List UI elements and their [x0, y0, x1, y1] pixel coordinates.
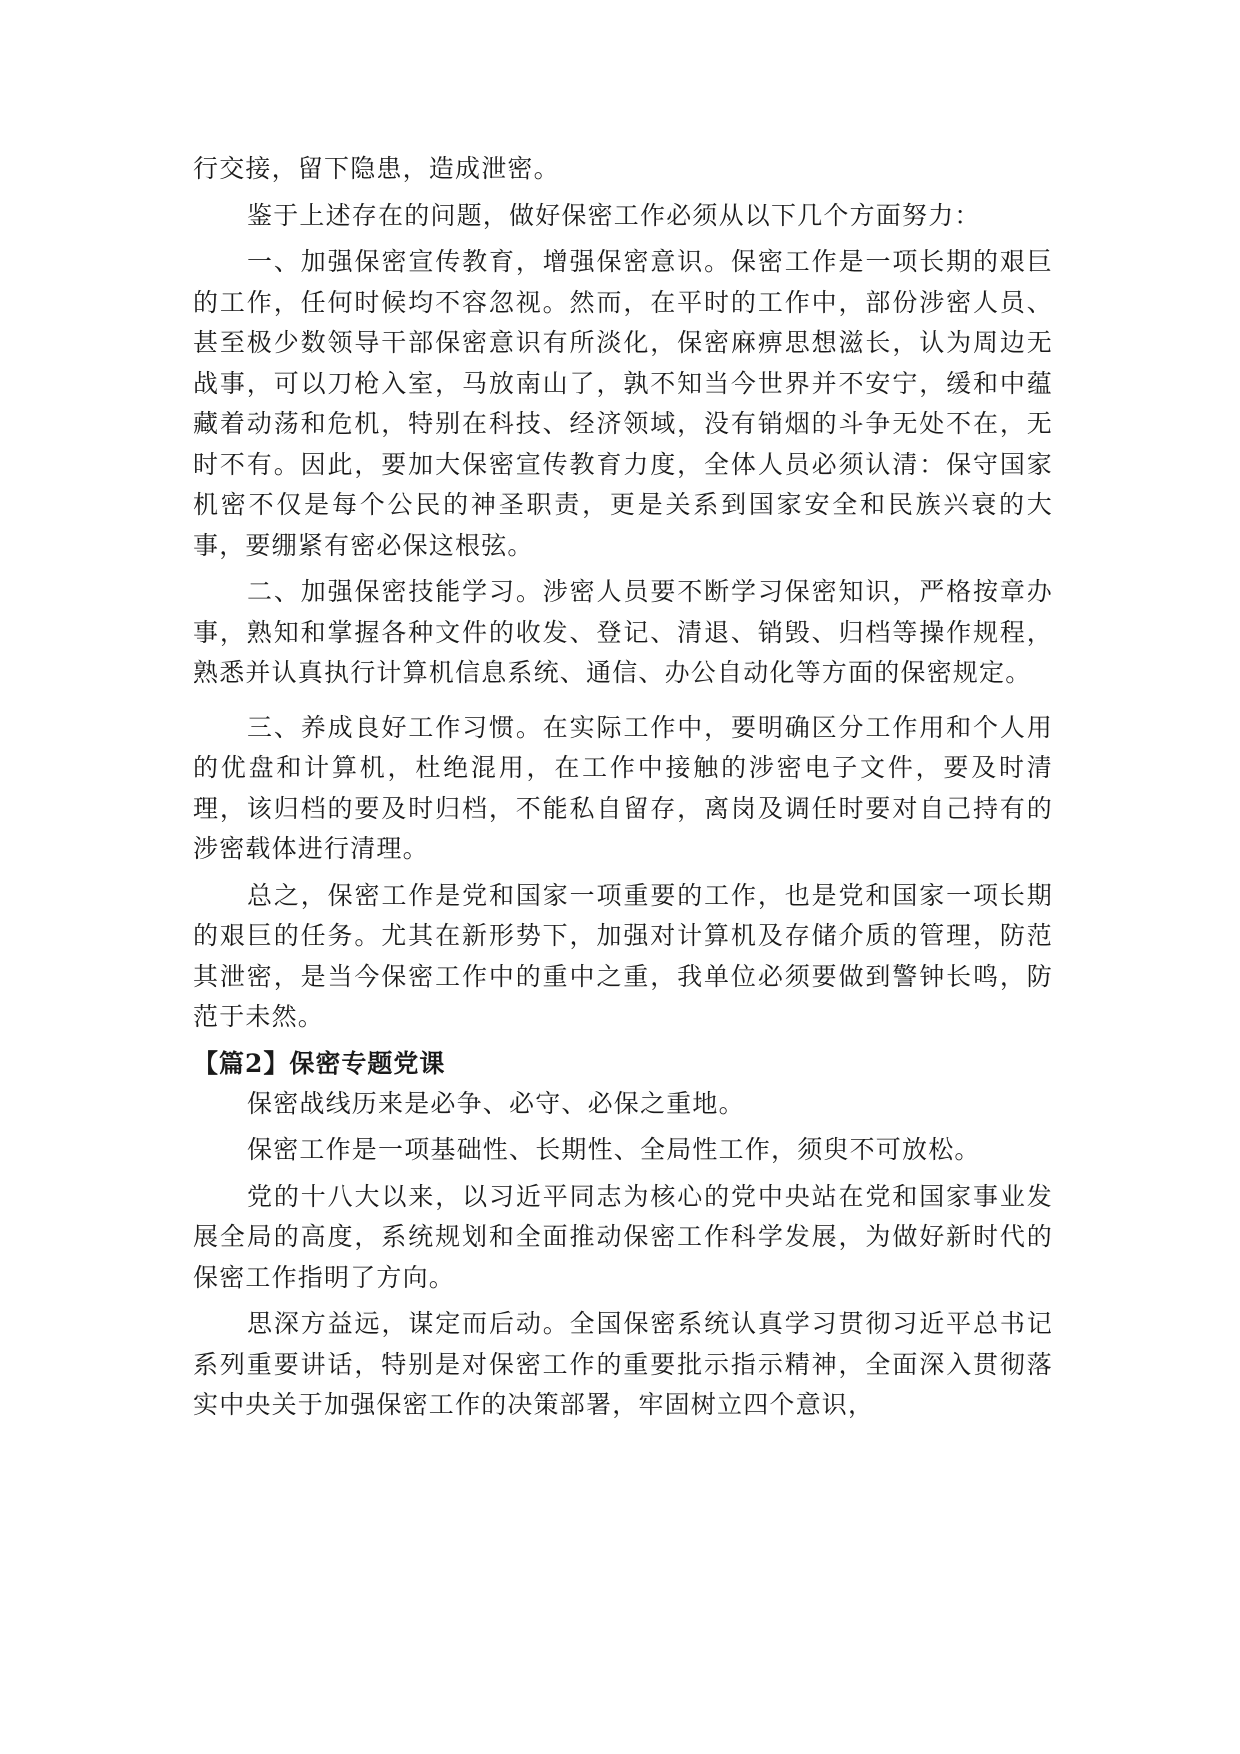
paragraph-continuation: 行交接，留下隐患，造成泄密。: [193, 154, 560, 183]
paragraph-section-1: 保密战线历来是必争、必守、必保之重地。: [247, 1088, 745, 1118]
paragraph-point-3: 三、养成良好工作习惯。在实际工作中，要明确区分工作用和个人用的优盘和计算机，杜绝混用，在工作中接触的涉密电子文件，要及时清理，该归档的要及时归档，不能私自留存，离岗及调任时要对自己持有的涉密载体进行清理。: [193, 712, 1053, 863]
document-body: [193, 149, 1053, 1432]
paragraph-intro: 鉴于上述存在的问题，做好保密工作必须从以下几个方面努力：: [247, 200, 981, 230]
paragraph-point-2: 二、加强保密技能学习。涉密人员要不断学习保密知识，严格按章办事，熟知和掌握各种文件的收发、登记、清退、销毁、归档等操作规程，熟悉并认真执行计算机信息系统、通信、办公自动化等方面的保密规定。: [193, 577, 1053, 687]
paragraph-section-4: 思深方益远，谋定而后动。全国保密系统认真学习贯彻习近平总书记系列重要讲话，特别是对保密工作的重要批示指示精神，全面深入贯彻落实中央关于加强保密工作的决策部署，牢固树立四个意识，: [193, 1309, 1053, 1419]
section-heading: 【篇2】保密专题党课: [193, 1048, 446, 1078]
paragraph-section-2: 保密工作是一项基础性、长期性、全局性工作，须臾不可放松。: [247, 1135, 981, 1164]
paragraph-conclusion: 总之，保密工作是党和国家一项重要的工作，也是党和国家一项长期的艰巨的任务。尤其在新形势下，加强对计算机及存储介质的管理，防范其泄密，是当今保密工作中的重中之重，我单位必须要做到警钟长鸣，防范于未然。: [193, 880, 1053, 1031]
paragraph-section-3: 党的十八大以来，以习近平同志为核心的党中央站在党和国家事业发展全局的高度，系统规划和全面推动保密工作科学发展，为做好新时代的保密工作指明了方向。: [193, 1181, 1053, 1292]
paragraph-point-1: 一、加强保密宣传教育，增强保密意识。保密工作是一项长期的艰巨的工作，任何时候均不容忽视。然而，在平时的工作中，部份涉密人员、甚至极少数领导干部保密意识有所淡化，保密麻痹思想滋长，认为周边无战事，可以刀枪入室，马放南山了，孰不知当今世界并不安宁，缓和中蕴藏着动荡和危机，特别在科技、经济领域，没有销烟的斗争无处不在，无时不有。因此，要加大保密宣传教育力度，全体人员必须认清：保守国家机密不仅是每个公民的神圣职责，更是关系到国家安全和民族兴衰的大事，要绷紧有密必保这根弦。: [193, 247, 1053, 560]
